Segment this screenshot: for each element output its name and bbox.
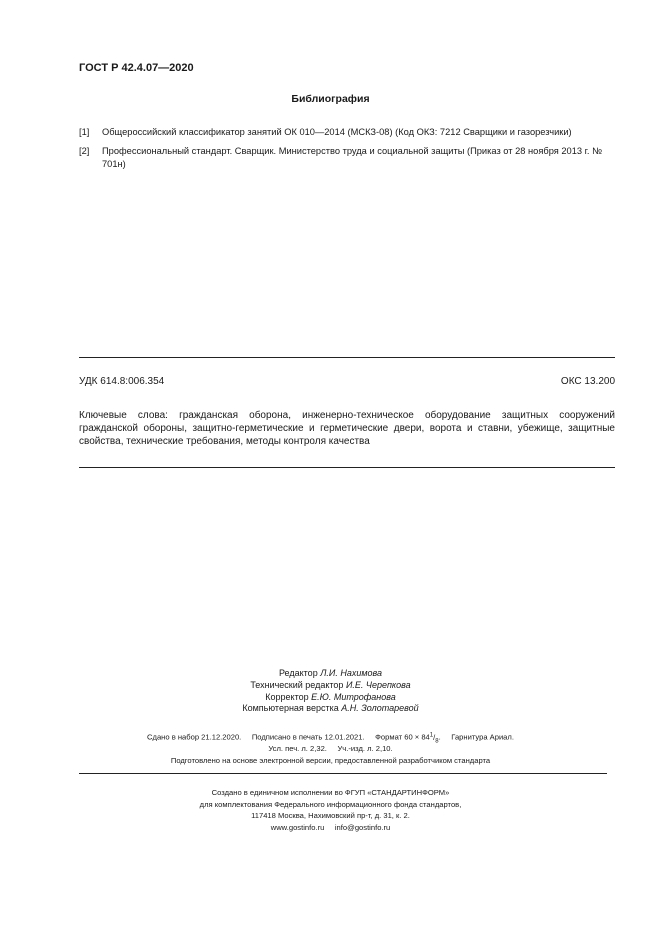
editor-line: Компьютерная верстка А.Н. Золотаревой xyxy=(242,703,419,714)
bibliography-item xyxy=(79,126,615,139)
editors-block xyxy=(0,668,661,715)
bibliography-title: Библиография xyxy=(291,93,370,105)
divider xyxy=(79,357,615,358)
bibliography-item-number: [2] xyxy=(79,146,90,156)
footer-line: 117418 Москва, Нахимовский пр-т, д. 31, к. 2. xyxy=(251,811,410,820)
oks-code: ОКС 13.200 xyxy=(560,376,615,387)
bibliography-item xyxy=(79,145,615,170)
footer-line: Создано в единичном исполнении во ФГУП «СТАНДАРТИНФОРМ» xyxy=(211,788,450,797)
editor-line: Технический редактор И.Е. Черепкова xyxy=(250,679,411,690)
footer-contacts: www.gostinfo.ru info@gostinfo.ru xyxy=(270,822,391,832)
editor-line: Редактор Л.И. Нахимова xyxy=(278,668,383,678)
bibliography-item-text: Профессиональный стандарт. Сварщик. Министерство труда и социальной защиты (Приказ от 28 ноября 2013 г. № 701н) xyxy=(102,146,603,169)
keywords: Ключевые слова: гражданская оборона, инженерно-техническое оборудование защитных сооружений гражданской обороны, защитно-герметические и герметические двери, ворота и ставни, убежище, защитные свойства, технические требования, методы контроля качества xyxy=(79,410,615,447)
editor-line: Корректор Е.Ю. Митрофанова xyxy=(265,691,396,702)
divider xyxy=(79,467,615,468)
footer-line: для комплектования Федерального информационного фонда стандартов, xyxy=(199,799,462,809)
footer-block xyxy=(0,787,661,833)
publishing-line-2: Усл. печ. л. 2,32. Уч.-изд. л. 2,10. xyxy=(268,744,393,753)
udk-code: УДК 614.8:006.354 xyxy=(79,376,165,387)
bibliography-item-number: [1] xyxy=(79,127,90,137)
publishing-line-3: Подготовлено на основе электронной версии, предоставленной разработчиком стандарта xyxy=(170,756,491,765)
bibliography-item-text: Общероссийский классификатор занятий ОК 010—2014 (МСКЗ-08) (Код ОКЗ: 7212 Сварщики и газорезчики) xyxy=(102,127,572,137)
divider xyxy=(79,773,607,774)
document-code: ГОСТ Р 42.4.07—2020 xyxy=(79,62,194,74)
publishing-line-1: Сдано в набор 21.12.2020. Подписано в печать 12.01.2021. Формат $60 \times 84^1/_8$. Гарнитура Ариал. xyxy=(147,732,514,745)
